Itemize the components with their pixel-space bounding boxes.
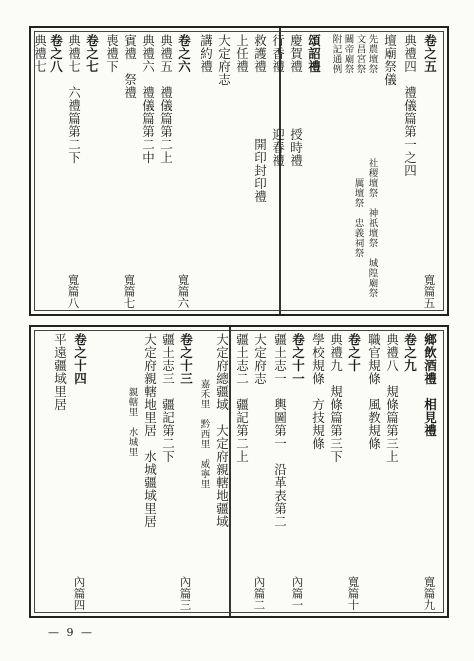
section-mark: 寬篇六 xyxy=(176,273,191,308)
toc-column: 壇廟祭儀 xyxy=(382,34,398,86)
toc-column: 典禮七 六禮篇第二下 xyxy=(66,34,82,164)
toc-column: 先農壇祭 xyxy=(366,34,378,74)
section-mark: 寬篇八 xyxy=(66,273,81,308)
toc-column: 學校規條 方技規條 xyxy=(310,333,326,450)
toc-column: 疆土志二 疆記第二上 xyxy=(234,333,250,463)
toc-column: 平遠疆域里居 xyxy=(52,333,68,411)
toc-column: 賓禮 祭禮 xyxy=(122,34,138,99)
toc-column: 卷之九 xyxy=(402,333,418,372)
table-of-contents-top xyxy=(29,26,449,316)
section-mark: 內篇三 xyxy=(178,575,193,610)
table-of-contents-bottom xyxy=(29,325,449,618)
toc-column: 關帝廟祭 xyxy=(342,34,354,74)
toc-column: 典禮八 規條篇第三上 xyxy=(384,333,400,463)
toc-column: 大定府志 xyxy=(252,333,268,385)
toc-column: 卷之八 xyxy=(48,34,64,73)
toc-note: 親轄里 水城里 xyxy=(126,387,138,457)
section-mark: 內篇四 xyxy=(72,575,87,610)
page-number: — 9 — xyxy=(48,626,94,639)
toc-column: 頌詔禮 xyxy=(306,34,322,73)
toc-column: 疆土志三 疆記第二下 xyxy=(160,333,176,463)
toc-column: 卷之六 xyxy=(176,34,192,73)
toc-column: 典禮六 禮儀篇第二中 xyxy=(140,34,156,164)
toc-column: 開印封印禮 xyxy=(252,138,268,203)
toc-column: 迎春禮 xyxy=(270,128,286,167)
toc-column: 大定府志 xyxy=(216,34,232,86)
toc-column: 疆土志一 輿圖第一 沿革表第二 xyxy=(272,333,288,528)
toc-column: 卷之十三 xyxy=(178,333,194,385)
toc-column: 典禮七 xyxy=(32,34,48,73)
section-mark: 內篇二 xyxy=(252,575,267,610)
toc-note: 嘉禾里 黔西里 威寧里 xyxy=(198,379,210,489)
toc-column: 卷之五 xyxy=(422,34,438,73)
toc-column: 上任禮 xyxy=(234,34,250,73)
toc-column: 授時禮 xyxy=(288,128,304,167)
toc-column: 典禮五 禮儀篇第二上 xyxy=(158,34,174,164)
toc-column: 大定府總疆域 大定府親轄地疆域 xyxy=(214,333,230,528)
toc-note: 厲壇祭 忠義祠祭 xyxy=(352,178,364,258)
toc-column: 行香禮 xyxy=(270,34,286,73)
section-mark: 寬篇十 xyxy=(346,575,361,610)
toc-note: 社稷壇祭 神祇壇祭 城隍廟祭 xyxy=(366,158,378,298)
toc-column: 典禮九 規條篇第三下 xyxy=(328,333,344,463)
section-mark: 內篇一 xyxy=(290,575,305,610)
toc-column: 卷之七 xyxy=(84,34,100,73)
toc-column: 講約禮 xyxy=(198,34,214,73)
section-mark: 寬篇九 xyxy=(422,575,437,610)
toc-column: 卷之十 xyxy=(346,333,362,372)
toc-column: 職官規條 風教規條 xyxy=(366,333,382,450)
toc-column: 慶賀禮 xyxy=(288,34,304,73)
section-mark: 寬篇七 xyxy=(122,273,137,308)
section-mark: 寬篇五 xyxy=(422,273,437,308)
toc-column: 文昌宮祭 xyxy=(354,34,366,74)
toc-column: 大定府親轄地里居 水城疆域里居 xyxy=(142,333,158,528)
toc-column: 典禮四 禮儀篇第一之四 xyxy=(402,34,418,177)
toc-column: 救護禮 xyxy=(252,34,268,73)
toc-column: 卷之十一 xyxy=(290,333,306,385)
toc-column: 附記通例 xyxy=(330,34,342,74)
toc-column: 卷之十四 xyxy=(72,333,88,385)
toc-column: 鄉飲酒禮 相見禮 xyxy=(422,333,438,437)
toc-column: 喪禮下 xyxy=(104,34,120,73)
